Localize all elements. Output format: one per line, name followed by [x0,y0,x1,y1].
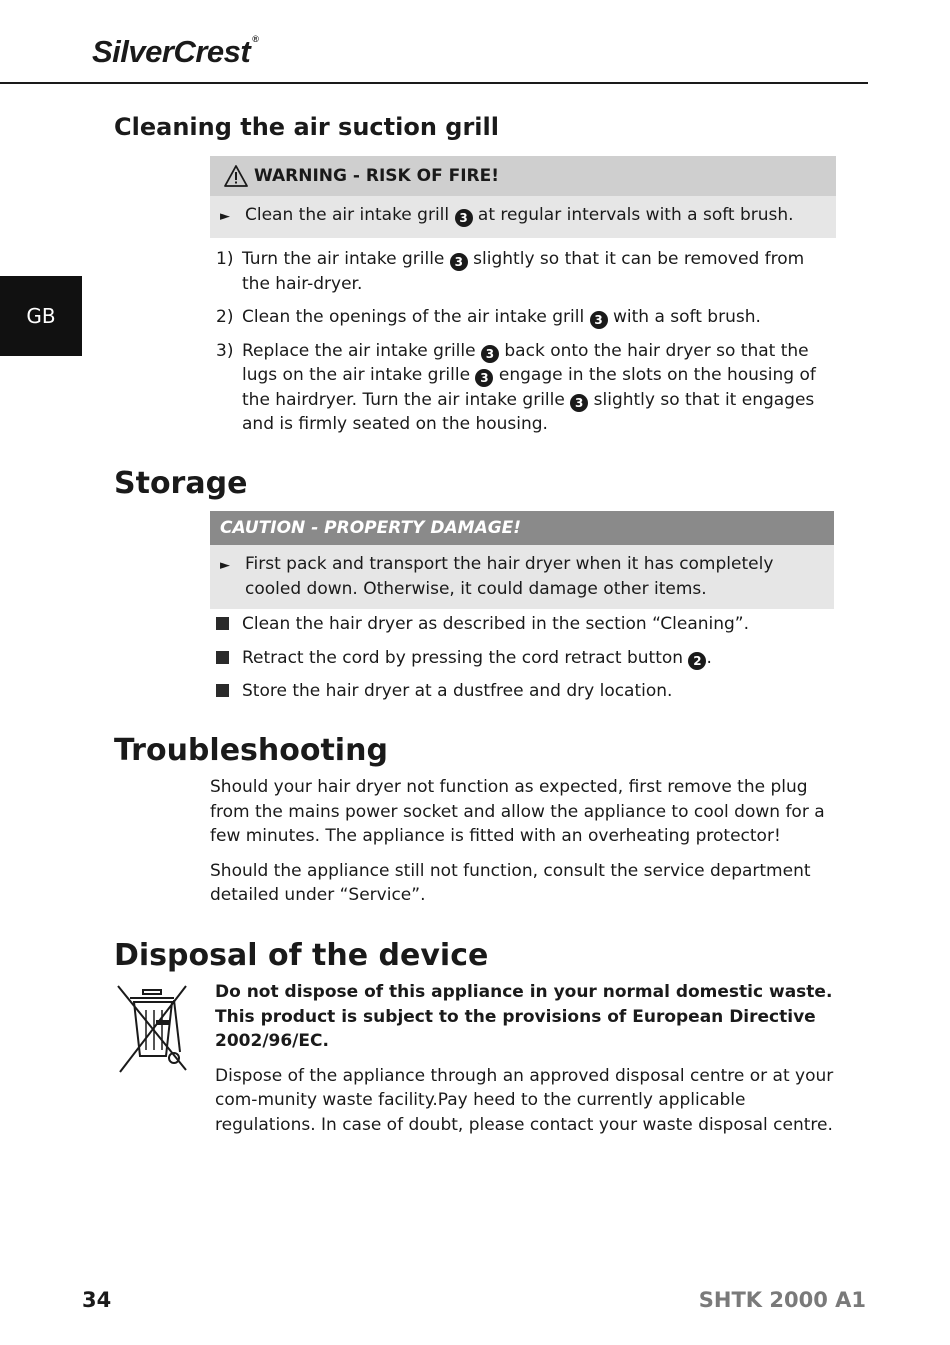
bullet-square-icon [216,684,229,697]
model-number: SHTK 2000 A1 [698,1288,866,1312]
disposal-paragraph: Dispose of the appliance through an approved disposal centre or at your com-munity waste facility.Pay heed to the currently applicable regulations. In case of doubt, please contact your waste disposal centre. [215,1065,834,1135]
warning-body [210,196,836,238]
list-item: Store the hair dryer at a dustfree and dry location. [216,679,836,704]
brand-logo: SilverCrest ® [92,34,259,69]
caution-body [210,545,834,609]
ref-badge: 3 [481,345,499,363]
section-title-cleaning: Cleaning the air suction grill [114,113,499,141]
warning-title: WARNING - RISK OF FIRE! [254,166,499,186]
ref-badge: 3 [455,209,473,227]
paragraph: Should the appliance still not function, consult the service department detailed under “Service”. [210,860,811,905]
arrow-right-icon: ► [220,209,230,224]
ref-badge: 3 [590,311,608,329]
crossed-out-wheelie-bin-icon [116,982,188,1074]
section-title-storage: Storage [114,466,248,501]
list-item: Clean the hair dryer as described in the section “Cleaning”. [216,612,836,637]
caution-text: First pack and transport the hair dryer when it has completely cooled down. Otherwise, it could damage other items. [245,554,774,599]
bullet-square-icon [216,651,229,664]
ref-badge: 3 [570,394,588,412]
warning-text: Clean the air intake grill 3 at regular intervals with a soft brush. [245,205,794,225]
ref-badge: 3 [475,369,493,387]
language-tab: GB [0,276,82,356]
caution-header: CAUTION - PROPERTY DAMAGE! [210,511,834,545]
disposal-text [215,980,837,1137]
troubleshooting-text [210,775,836,918]
ref-badge: 3 [450,253,468,271]
disposal-warning: Do not dispose of this appliance in your normal domestic waste. This product is subject to the provisions of European Directive 2002/96/EC. [215,982,833,1051]
arrow-right-icon: ► [220,558,230,573]
list-item: Retract the cord by pressing the cord retract button 2 . [216,646,836,671]
list-item: 1) Turn the air intake grille 3 slightly so that it can be removed from the hair-dryer. [216,249,805,294]
header-rule [0,82,868,84]
warning-header [210,156,836,196]
warning-triangle-icon [224,165,248,187]
warning-box [210,156,836,238]
caution-box [210,511,834,609]
section-title-disposal: Disposal of the device [114,938,489,973]
storage-bullets [216,612,836,713]
cleaning-steps [216,247,836,446]
ref-badge: 2 [688,652,706,670]
bullet-square-icon [216,617,229,630]
paragraph: Should your hair dryer not function as expected, first remove the plug from the mains power socket and allow the appliance to cool down for a few minutes. The appliance is fitted with an overheating protector! [210,777,825,846]
list-item: 3) Replace the air intake grille 3 back onto the hair dryer so that the lugs on the air intake grille 3 engage in the slots on the housing of the hairdryer. Turn the air intake grille 3 slightly so that it engages and is firmly seated on the housing. [216,340,816,434]
page-number: 34 [82,1288,112,1312]
list-item: 2) Clean the openings of the air intake grill 3 with a soft brush. [216,307,761,327]
section-title-troubleshooting: Troubleshooting [114,733,388,768]
